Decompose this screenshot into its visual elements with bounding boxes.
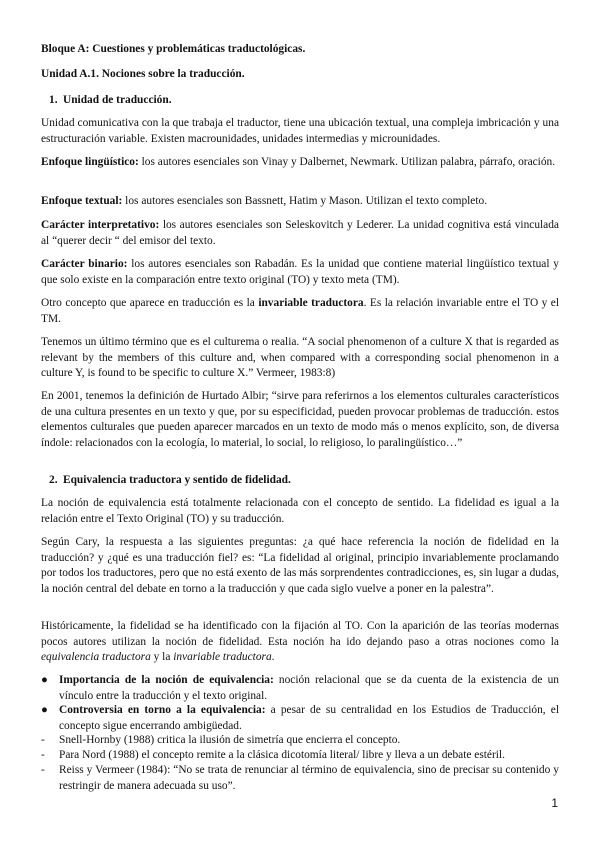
text-y-la: y la xyxy=(150,651,174,664)
paragraph-hurtado: En 2001, tenemos la definición de Hurtado Albir; “sirve para referirnos a los elementos culturales característicos de una cultura presentes en un texto y que, por su especificidad, pueden provocar problemas de traducción. estos elementos culturales que pueden aparecer marcados en un texto de modo más o menos explícito, son, de diversa índole: relacionados con la ecología, lo material, lo social, lo religioso, lo paralingüístico…” xyxy=(41,390,559,449)
paragraph-enfoque-linguistico xyxy=(41,155,559,171)
text-period: . xyxy=(271,651,275,664)
paragraph-binario xyxy=(41,257,559,288)
dash-marker: - xyxy=(41,749,45,761)
block-title: Bloque A: Cuestiones y problemáticas traductológicas. xyxy=(41,43,306,55)
paragraph-unidad: Unidad comunicativa con la que trabaja el traductor, tiene una ubicación textual, una compleja imbricación y una estructuración variable. Existen macrounidades, unidades intermedias y microunidades. xyxy=(41,117,559,145)
section-2-heading xyxy=(41,473,559,489)
dash-marker: - xyxy=(41,734,45,746)
section-1-number: 1. xyxy=(49,94,58,106)
paragraph-historicamente xyxy=(41,619,559,666)
unit-title: Unidad A.1. Nociones sobre la traducción. xyxy=(41,68,245,80)
text-invariable-pre: Otro concepto que aparece en traducción es la xyxy=(41,297,259,309)
paragraph-equivalencia: La noción de equivalencia está totalmente relacionada con el concepto de sentido. La fidelidad es igual a la relación entre el Texto Original (TO) y su traducción. xyxy=(41,497,559,525)
text-interpretativo: los autores esenciales son Seleskovitch y Lederer. La unidad cognitiva está vinculada al “querer decir “ del emisor del texto. xyxy=(41,219,559,247)
text-historicamente: Históricamente, la fidelidad se ha identificado con la fijación al TO. Con la aparición de las teorías modernas pocos autores utilizan la noción de fidelidad. Esta noción ha ido dejando paso a otras nociones como la xyxy=(41,620,559,648)
paragraph-culturema: Tenemos un último término que es el culturema o realia. “A social phenomenon of a culture X that is regarded as relevant by the members of this culture and, when compared with a corresponding social phenomenon in a culture Y, is found to be specific to culture X.” Vermeer, 1983:8) xyxy=(41,336,559,380)
text-enfoque-linguistico: los autores esenciales son Vinay y Dalbernet, Newmark. Utilizan palabra, párrafo, oración. xyxy=(138,156,556,168)
dash-item-reiss-vermeer: Reiss y Vermeer (1984): “No se trata de renunciar al término de equivalencia, sino de precisar su contenido y restringir de manera adecuada su uso”. xyxy=(59,764,559,792)
text-importancia: noción relacional que se da cuenta de la existencia de un vínculo entre la traducción y el texto original. xyxy=(59,674,559,702)
label-enfoque-linguistico: Enfoque lingüístico: xyxy=(41,156,139,168)
dash-marker: - xyxy=(41,764,45,776)
bullet-marker: ● xyxy=(41,704,48,716)
section-1-title: Unidad de traducción. xyxy=(63,94,172,106)
term-invariable-traductora-2: invariable traductora xyxy=(173,651,272,664)
section-2-number: 2. xyxy=(49,474,58,486)
section-1-heading xyxy=(41,93,559,109)
bullet-item-importancia xyxy=(59,673,559,704)
term-equivalencia-traductora: equivalencia traductora xyxy=(41,651,151,664)
dash-item-snell-hornby: Snell-Hornby (1988) critica la ilusión de simetría que encierra el concepto. xyxy=(59,734,401,746)
section-2-title: Equivalencia traductora y sentido de fidelidad. xyxy=(63,474,291,486)
label-importancia: Importancia de la noción de equivalencia: xyxy=(59,674,274,686)
text-controversia: a pesar de su centralidad en los Estudios de Traducción, el concepto sigue encerrando ambigüedad. xyxy=(59,704,559,732)
text-enfoque-textual: los autores esenciales son Bassnett, Hatim y Mason. Utilizan el texto completo. xyxy=(122,195,488,207)
bullet-marker: ● xyxy=(41,674,48,686)
label-controversia: Controversia en torno a la equivalencia: xyxy=(59,704,266,716)
dash-item-nord: Para Nord (1988) el concepto remite a la clásica dicotomía literal/ libre y lleva a un debate estéril. xyxy=(59,749,505,761)
paragraph-interpretativo xyxy=(41,218,559,249)
paragraph-cary: Según Cary, la respuesta a las siguientes preguntas: ¿a qué hace referencia la noción de fidelidad en la traducción? y ¿qué es una traducción fiel? es: “La fidelidad al original, principio invariablemente proclamando por todos los traductores, pero que no está exento de las más sorprendentes contradicciones, es, sin lugar a dudas, la noción central del debate en torno a la traducción y que cada siglo vuelve a poner en la palestra”. xyxy=(41,536,559,595)
page-number: 1 xyxy=(551,796,558,810)
text-invariable-post: . Es la relación invariable entre el TO y el TM. xyxy=(41,297,560,325)
text-binario: los autores esenciales son Rabadán. Es la unidad que contiene material lingüístico textual y que solo existe en la comparación entre texto original (TO) y texto meta (TM). xyxy=(41,258,560,286)
label-binario: Carácter binario: xyxy=(41,258,128,270)
label-interpretativo: Carácter interpretativo: xyxy=(41,219,160,231)
paragraph-invariable xyxy=(41,296,559,327)
paragraph-enfoque-textual xyxy=(41,194,559,210)
term-invariable-traductora: invariable traductora xyxy=(258,297,364,309)
bullet-item-controversia xyxy=(59,703,559,734)
label-enfoque-textual: Enfoque textual: xyxy=(41,195,123,207)
